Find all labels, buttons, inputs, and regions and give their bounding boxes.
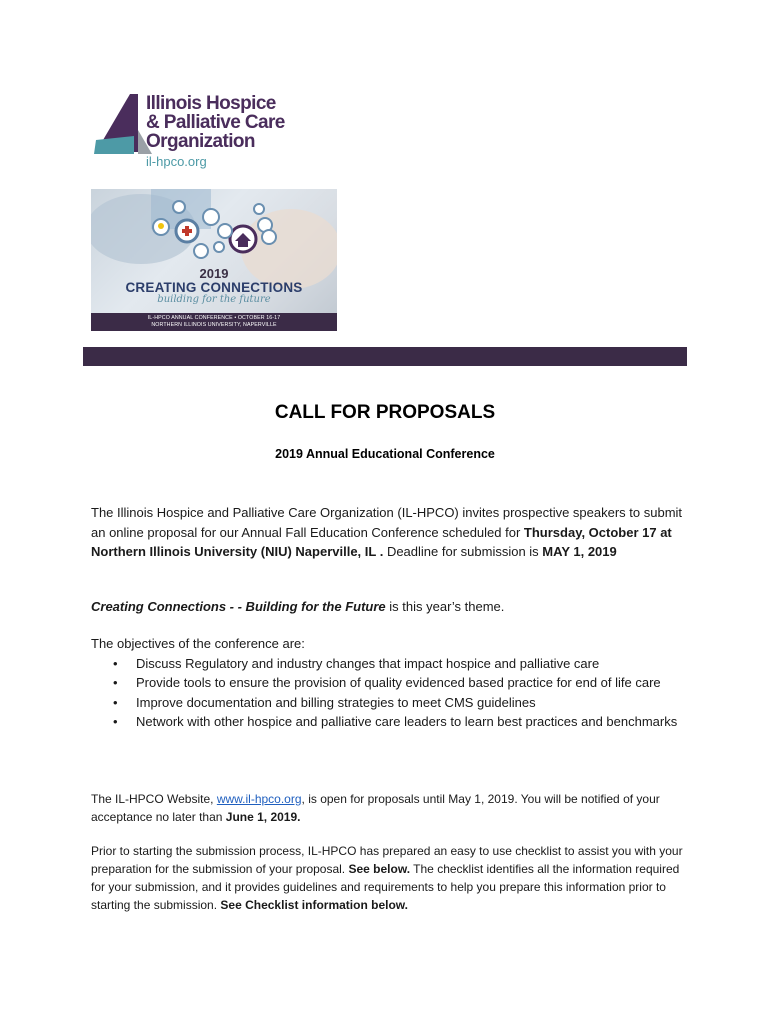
logo-wordmark: [146, 94, 285, 151]
checklist-text-1: Prior to starting the submission process, IL-HPCO has prepared an easy to use checklist to assist you with your preparation for the submission of your proposal.: [91, 844, 683, 876]
see-below-text: See below.: [348, 862, 411, 876]
intro-date-location: Thursday, October 17 at Northern Illinois University (NIU) Naperville, IL .: [91, 524, 672, 559]
list-item: • Improve documentation and billing strategies to meet CMS guidelines: [91, 693, 691, 713]
page-title: CALL FOR PROPOSALS: [274, 402, 496, 423]
logo-line-1: Illinois Hospice: [146, 93, 276, 114]
banner-subtitle: building for the future: [157, 294, 271, 305]
list-item: • Discuss Regulatory and industry changes that impact hospice and palliative care: [91, 654, 691, 674]
website-text-2: , is open for proposals until May 1, 2019. You will be notified of your acceptance no later than: [91, 792, 660, 824]
intro-paragraph: [91, 503, 691, 562]
banner-footer: [91, 313, 337, 331]
banner-footer-line-2: NORTHERN ILLINOIS UNIVERSITY, NAPERVILLE: [151, 322, 277, 328]
banner-footer-line-1: IL-HPCO ANNUAL CONFERENCE • OCTOBER 16-17: [147, 315, 281, 321]
website-paragraph: [91, 790, 691, 826]
people-icon: [194, 242, 224, 258]
medical-cross-icon: [176, 220, 198, 242]
website-link[interactable]: www.il-hpco.org: [216, 792, 302, 806]
logo-line-3: Organization: [146, 131, 255, 152]
list-item: • Network with other hospice and palliative care leaders to learn best practices and benchmarks: [91, 712, 691, 732]
organization-logo: [94, 92, 304, 176]
objectives-intro: The objectives of the conference are:: [91, 636, 305, 651]
checklist-paragraph: [91, 842, 691, 914]
banner-title: CREATING CONNECTIONS: [125, 280, 303, 295]
home-icon: [230, 226, 256, 252]
list-item: • Provide tools to ensure the provision of quality evidenced based practice for end of life care: [91, 673, 691, 693]
objectives-section: [91, 634, 691, 732]
conference-banner: [91, 189, 337, 331]
checklist-text-2: The checklist identifies all the information required for your submission, and it provides guidelines and requirements to help you prepare this information prior to starting the submission.: [91, 862, 680, 912]
banner-year: 2019: [199, 266, 229, 281]
logo-url: il-hpco.org: [146, 154, 207, 169]
logo-line-2: & Palliative Care: [146, 112, 285, 133]
header-bar: [83, 347, 687, 366]
theme-name: Creating Connections - - Building for the Future: [91, 599, 386, 614]
page-subtitle: 2019 Annual Educational Conference: [275, 447, 495, 461]
logo-mark-icon: [94, 92, 154, 162]
theme-text: is this year’s theme.: [385, 599, 505, 614]
intro-text-2: Deadline for submission is: [383, 544, 543, 559]
see-checklist-text: See Checklist information below.: [220, 898, 408, 912]
website-text-1: The IL-HPCO Website,: [91, 792, 217, 806]
objectives-list: [91, 654, 691, 732]
theme-paragraph: [91, 597, 691, 617]
intro-deadline: MAY 1, 2019: [542, 544, 617, 559]
lightbulb-icon: [153, 219, 169, 235]
notification-date: June 1, 2019.: [225, 810, 301, 824]
intro-text-1: The Illinois Hospice and Palliative Care Organization (IL-HPCO) invites prospective speakers to submit an online proposal for our Annual Fall Education Conference scheduled for: [91, 505, 683, 540]
